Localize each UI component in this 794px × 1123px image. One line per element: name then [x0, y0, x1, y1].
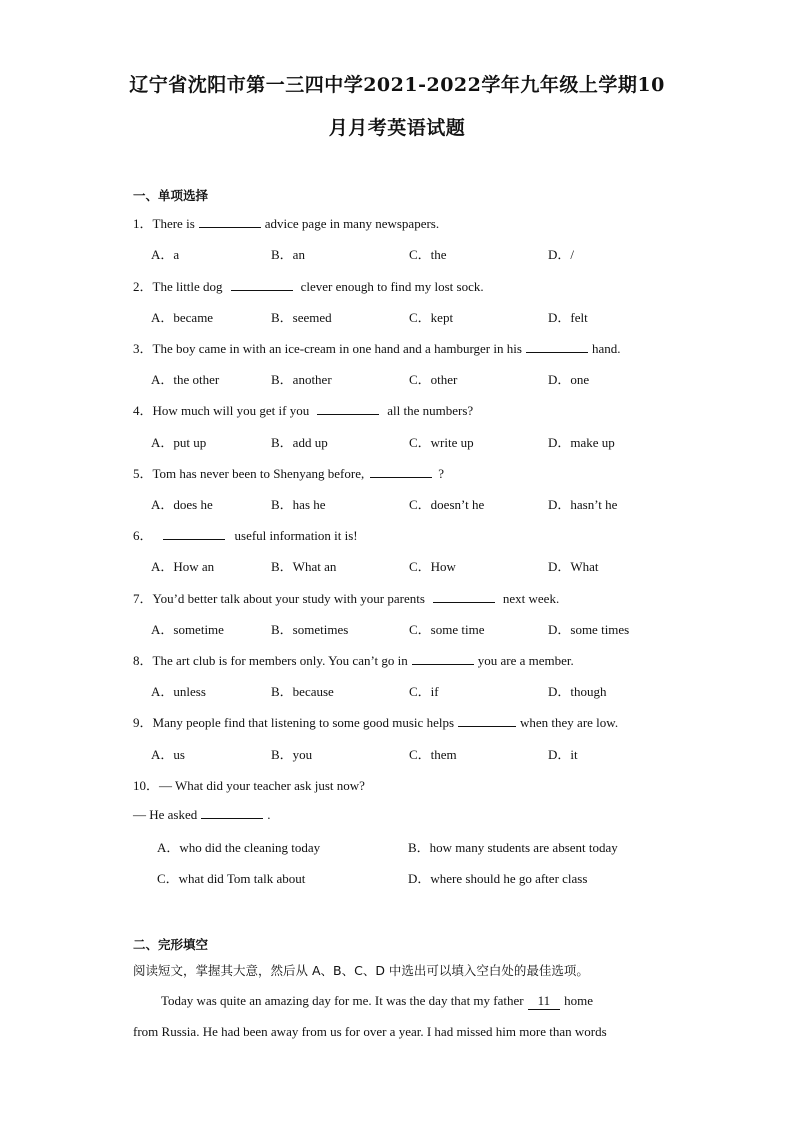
- question-5: 5．Tom has never been to Shenyang before, ?: [133, 466, 445, 481]
- option-b[interactable]: B．you: [271, 747, 313, 762]
- option-a[interactable]: A．us: [151, 747, 185, 762]
- option-c[interactable]: C．what did Tom talk about: [157, 871, 306, 886]
- option-d[interactable]: D．hasn’t he: [548, 497, 618, 512]
- option-c[interactable]: C．them: [409, 747, 457, 762]
- blank-11: 11: [528, 993, 561, 1010]
- option-b[interactable]: B．What an: [271, 559, 337, 574]
- question-1: 1．There is advice page in many newspapers.: [133, 216, 440, 231]
- section1-heading: 一、单项选择: [133, 188, 209, 203]
- option-c[interactable]: C．write up: [409, 435, 474, 450]
- answer-blank: [370, 465, 432, 478]
- option-c[interactable]: C．other: [409, 372, 458, 387]
- option-a[interactable]: A．does he: [151, 497, 213, 512]
- option-b[interactable]: B．how many students are absent today: [408, 840, 618, 855]
- question-6: 6． useful information it is!: [133, 528, 358, 543]
- option-d[interactable]: D．where should he go after class: [408, 871, 588, 886]
- option-a[interactable]: A．the other: [151, 372, 220, 387]
- option-a[interactable]: A．unless: [151, 684, 206, 699]
- option-b[interactable]: B．an: [271, 247, 305, 262]
- option-c[interactable]: C．the: [409, 247, 447, 262]
- option-a[interactable]: A．put up: [151, 435, 207, 450]
- question-7: 7．You’d better talk about your study with your parents next week.: [133, 591, 560, 606]
- option-d[interactable]: D．one: [548, 372, 590, 387]
- option-b[interactable]: B．sometimes: [271, 622, 349, 637]
- answer-blank: [163, 527, 225, 540]
- answer-blank: [201, 806, 263, 819]
- question-10-line1: 10．— What did your teacher ask just now?: [133, 778, 365, 793]
- option-a[interactable]: A．How an: [151, 559, 215, 574]
- option-b[interactable]: B．has he: [271, 497, 326, 512]
- question-9: 9．Many people find that listening to some good music helps when they are low.: [133, 715, 619, 730]
- answer-blank: [231, 278, 293, 291]
- option-c[interactable]: C．doesn’t he: [409, 497, 485, 512]
- option-d[interactable]: D．some times: [548, 622, 630, 637]
- answer-blank: [412, 652, 474, 665]
- passage-line1: Today was quite an amazing day for me. It was the day that my father 11 home: [161, 993, 594, 1008]
- question-10-line2: — He asked .: [133, 807, 271, 822]
- option-a[interactable]: A．sometime: [151, 622, 224, 637]
- option-d[interactable]: D．though: [548, 684, 607, 699]
- passage-line2: from Russia. He had been away from us for over a year. I had missed him more than words: [133, 1024, 607, 1039]
- document-title-line2: 月月考英语试题: [328, 117, 466, 139]
- section2-heading: 二、完形填空: [133, 937, 209, 952]
- answer-blank: [433, 590, 495, 603]
- option-a[interactable]: A．became: [151, 310, 214, 325]
- option-b[interactable]: B．add up: [271, 435, 328, 450]
- option-d[interactable]: D．it: [548, 747, 578, 762]
- option-c[interactable]: C．kept: [409, 310, 454, 325]
- answer-blank: [199, 215, 261, 228]
- option-b[interactable]: B．seemed: [271, 310, 332, 325]
- option-c[interactable]: C．How: [409, 559, 456, 574]
- option-b[interactable]: B．another: [271, 372, 332, 387]
- option-d[interactable]: D．felt: [548, 310, 588, 325]
- option-a[interactable]: A．a: [151, 247, 180, 262]
- answer-blank: [458, 714, 516, 727]
- question-2: 2．The little dog clever enough to find my lost sock.: [133, 279, 484, 294]
- answer-blank: [526, 340, 588, 353]
- answer-blank: [317, 402, 379, 415]
- option-d[interactable]: D．make up: [548, 435, 615, 450]
- option-b[interactable]: B．because: [271, 684, 334, 699]
- document-title-line1: 辽宁省沈阳市第一三四中学2021-2022学年九年级上学期10: [129, 74, 665, 96]
- option-d[interactable]: D．/: [548, 247, 575, 262]
- option-a[interactable]: A．who did the cleaning today: [157, 840, 321, 855]
- option-c[interactable]: C．if: [409, 684, 439, 699]
- section2-instruction: 阅读短文，掌握其大意，然后从 A、B、C、D 中选出可以填入空白处的最佳选项。: [133, 963, 589, 978]
- option-d[interactable]: D．What: [548, 559, 599, 574]
- question-4: 4．How much will you get if you all the numbers?: [133, 403, 474, 418]
- question-3: 3．The boy came in with an ice-cream in one hand and a hamburger in his hand.: [133, 341, 621, 356]
- option-c[interactable]: C．some time: [409, 622, 485, 637]
- question-8: 8．The art club is for members only. You can’t go in you are a member.: [133, 653, 574, 668]
